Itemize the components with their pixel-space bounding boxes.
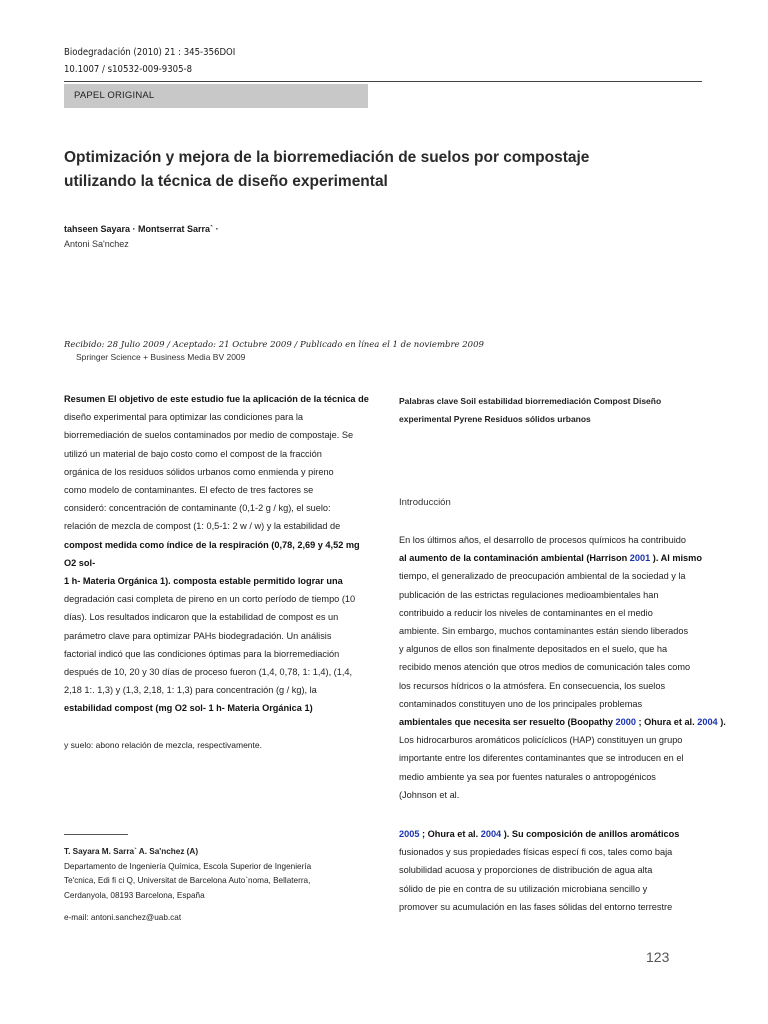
title-line-2: utilizando la técnica de diseño experimental xyxy=(64,173,388,190)
keywords-line-1: Palabras clave Soil estabilidad biorremediación Compost Diseño xyxy=(399,396,662,406)
article-title xyxy=(64,146,684,194)
intro-line: tiempo, el generalizado de preocupación ambiental de la sociedad y la xyxy=(399,571,686,582)
intro-line: contribuido a reducir los niveles de contaminantes en el medio xyxy=(399,607,653,618)
publication-dates: Recibido: 28 Julio 2009 / Aceptado: 21 Octubre 2009 / Publicado en línea el 1 de noviembre 2009 xyxy=(64,340,484,350)
article-type-label: PAPEL ORIGINAL xyxy=(74,90,155,101)
abstract-tail: y suelo: abono relación de mezcla, respectivamente. xyxy=(64,740,262,750)
abstract-line: relación de mezcla de compost (1: 0,5-1: 2 w / w) y la estabilidad de xyxy=(64,521,341,532)
keywords-line-2: experimental Pyrene Residuos sólidos urbanos xyxy=(399,414,591,424)
abstract-line: degradación casi completa de pireno en un corto período de tiempo (10 xyxy=(64,594,356,605)
article-type-tag xyxy=(64,84,368,108)
citation-link[interactable]: 2004 xyxy=(480,829,502,839)
intro-line: contaminados constituyen uno de los principales problemas xyxy=(399,698,643,709)
journal-citation xyxy=(64,44,235,78)
cont-line: promover su acumulación en las fases sólidas del entorno terrestre xyxy=(399,901,673,912)
citation-link[interactable]: 2001 xyxy=(629,553,651,564)
abstract-line: orgánica de los residuos sólidos urbanos como enmienda y pireno xyxy=(64,466,334,477)
cont-line: sólido de pie en contra de su utilización microbiana sencillo y xyxy=(399,883,648,894)
abstract-line: compost medida como índice de la respiración (0,78, 2,69 y 4,52 mg O2 sol- xyxy=(64,539,360,568)
abstract xyxy=(64,390,374,718)
introduction-continuation xyxy=(399,825,729,916)
abstract-line: 2,18 1:. 1,3) y (1,3, 2,18, 1: 1,3) para concentración (g / kg), la xyxy=(64,685,317,696)
abstract-line: consideró: concentración de contaminante (0,1-2 g / kg), el suelo: xyxy=(64,503,331,514)
copyright-line: Springer Science + Business Media BV 2009 xyxy=(76,352,246,362)
citation-link[interactable]: 2005 xyxy=(399,829,420,839)
keywords xyxy=(399,392,729,428)
abstract-line: utilizó un material de bajo costo como el compost de la fracción xyxy=(64,448,322,459)
journal-line-1: Biodegradación (2010) 21 : 345-356DOI xyxy=(64,47,236,58)
abstract-line: biorremediación de suelos contaminados por medio de compostaje. Se xyxy=(64,430,354,441)
author-email[interactable]: e-mail: antoni.sanchez@uab.cat xyxy=(64,913,182,922)
abstract-line: días). Los resultados indicaron que la estabilidad de compost es un xyxy=(64,612,339,623)
intro-line: En los últimos años, el desarrollo de procesos químicos ha contribuido xyxy=(399,535,687,545)
intro-line: al aumento de la contaminación ambiental (Harrison 2001 ). Al mismo xyxy=(399,553,702,564)
header-rule xyxy=(64,81,702,82)
cont-line: fusionados y sus propiedades físicas especí fi cos, tales como baja xyxy=(399,847,673,858)
affiliation-line: Te'cnica, Edi fi ci Q, Universitat de Barcelona Auto`noma, Bellaterra, xyxy=(64,876,311,885)
intro-line: y algunos de ellos son finalmente depositados en el suelo, que ha xyxy=(399,644,668,655)
page-number: 123 xyxy=(646,949,670,965)
intro-line: ambiente. Sin embargo, muchos contaminantes están siendo liberados xyxy=(399,626,689,637)
cont-line: solubilidad acuosa y proporciones de distribución de agua alta xyxy=(399,865,653,876)
introduction-body xyxy=(399,531,729,804)
intro-line: importante entre los diferentes contaminantes que se introducen en el xyxy=(399,753,684,764)
title-line-1: Optimización y mejora de la biorremediación de suelos por compostaje xyxy=(64,149,590,166)
abstract-line: 1 h- Materia Orgánica 1). composta estable permitido lograr una xyxy=(64,576,343,587)
citation-link[interactable]: 2004 xyxy=(697,717,718,728)
journal-line-2: 10.1007 / s10532-009-9305-8 xyxy=(64,64,193,75)
abstract-line: diseño experimental para optimizar las condiciones para la xyxy=(64,412,304,423)
author-affiliation xyxy=(64,845,364,903)
abstract-line: después de 10, 20 y 30 días de proceso fueron (1,4, 0,78, 1: 1,4), (1,4, xyxy=(64,667,353,678)
abstract-line: como modelo de contaminantes. El efecto de tres factores se xyxy=(64,485,314,496)
intro-line: medio ambiente ya sea por fuentes naturales o antropogénicos xyxy=(399,771,656,782)
intro-line: Los hidrocarburos aromáticos policíclicos (HAP) constituyen un grupo xyxy=(399,735,683,746)
cont-line: 2005 ; Ohura et al. 2004 ). Su composición de anillos aromáticos xyxy=(399,829,680,839)
abstract-line: estabilidad compost (mg O2 sol- 1 h- Materia Orgánica 1) xyxy=(64,703,313,714)
intro-line: los recursos hídricos o la atmósfera. En consecuencia, los suelos xyxy=(399,680,666,691)
footnote-divider xyxy=(64,834,128,835)
intro-line: publicación de las estrictas regulaciones medioambientales han xyxy=(399,589,659,600)
intro-line: recibido menos atención que otros medios de comunicación tales como xyxy=(399,662,691,673)
intro-line: (Johnson et al. xyxy=(399,789,460,800)
intro-line: ambientales que necesita ser resuelto (Boopathy 2000 ; Ohura et al. 2004 ). xyxy=(399,717,726,728)
citation-link[interactable]: 2000 xyxy=(615,717,636,728)
affiliation-names: T. Sayara M. Sarra` A. Sa'nchez (A) xyxy=(64,847,199,856)
abstract-line: Resumen El objetivo de este estudio fue la aplicación de la técnica de xyxy=(64,394,369,404)
author-list: tahseen Sayara · Montserrat Sarra` · xyxy=(64,224,219,234)
author-second-line: Antoni Sa'nchez xyxy=(64,239,129,249)
affiliation-line: Cerdanyola, 08193 Barcelona, España xyxy=(64,890,205,900)
abstract-line: factorial indicó que las condiciones óptimas para la biorremediación xyxy=(64,648,340,659)
affiliation-line: Departamento de Ingeniería Química, Escola Superior de Ingeniería xyxy=(64,861,312,871)
section-heading-introduction: Introducción xyxy=(399,497,451,508)
abstract-line: parámetro clave para optimizar PAHs biodegradación. Un análisis xyxy=(64,630,332,641)
